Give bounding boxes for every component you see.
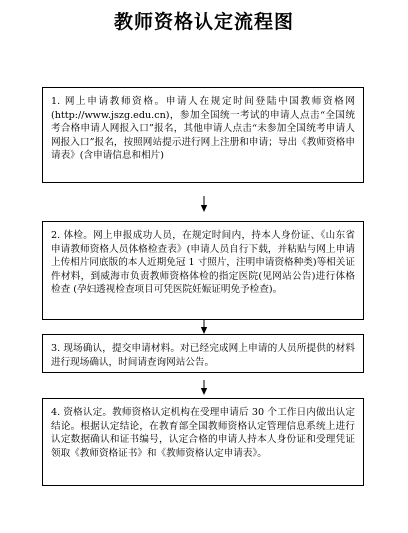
arrow-3-to-4	[200, 380, 208, 395]
page-title: 教师资格认定流程图	[113, 11, 294, 33]
step-3-text: 3. 现场确认，提交申请材料。对已经完成网上申请的人员所提供的材料进行现场确认，时间请查询网站公告。	[51, 343, 355, 368]
arrow-1-to-2	[200, 196, 208, 212]
step-4-text: 4. 资格认定。教师资格认定机构在受理申请后 30 个工作日内做出认定结论。根据认定结论，在教育部全国教师资格认定管理信息系统上进行认定数据确认和证书编号，认定合格的申请人持本人身份证和受理凭证领取《教师资格证书》和《教师资格认定申请表》。	[51, 407, 355, 459]
step-3-box	[42, 334, 364, 373]
arrow-2-to-3	[200, 320, 208, 334]
step-4-box	[42, 398, 364, 486]
step-1-text: 1. 网上申请教师资格。申请人在规定时间登陆中国教师资格网(http://www.jszg.edu.cn)，参加全国统一考试的申请人点击“全国统考合格申请人网报入口”报名，其他申请人点击“未参加全国统考申请人网报入口”报名，按照网站提示进行网上注册和申请；导出《教师资格申请表》(含申请信息和相片)	[51, 96, 355, 162]
step-2-text: 2. 体检。网上申报成功人员，在规定时间内，持本人身份证、《山东省申请教师资格人员体格检查表》(申请人员自行下载，并粘贴与网上申请上传相片同底版的本人近期免冠 1 寸照片，注明申请资格种类)等相关证件材料，到威海市负责教师资格体检的指定医院(见网站公告)进行体格检查 (孕妇透视检查项目可凭医院妊娠证明免予检查)。	[51, 230, 355, 296]
step-2-box	[42, 221, 364, 320]
step-1-box	[42, 87, 364, 183]
